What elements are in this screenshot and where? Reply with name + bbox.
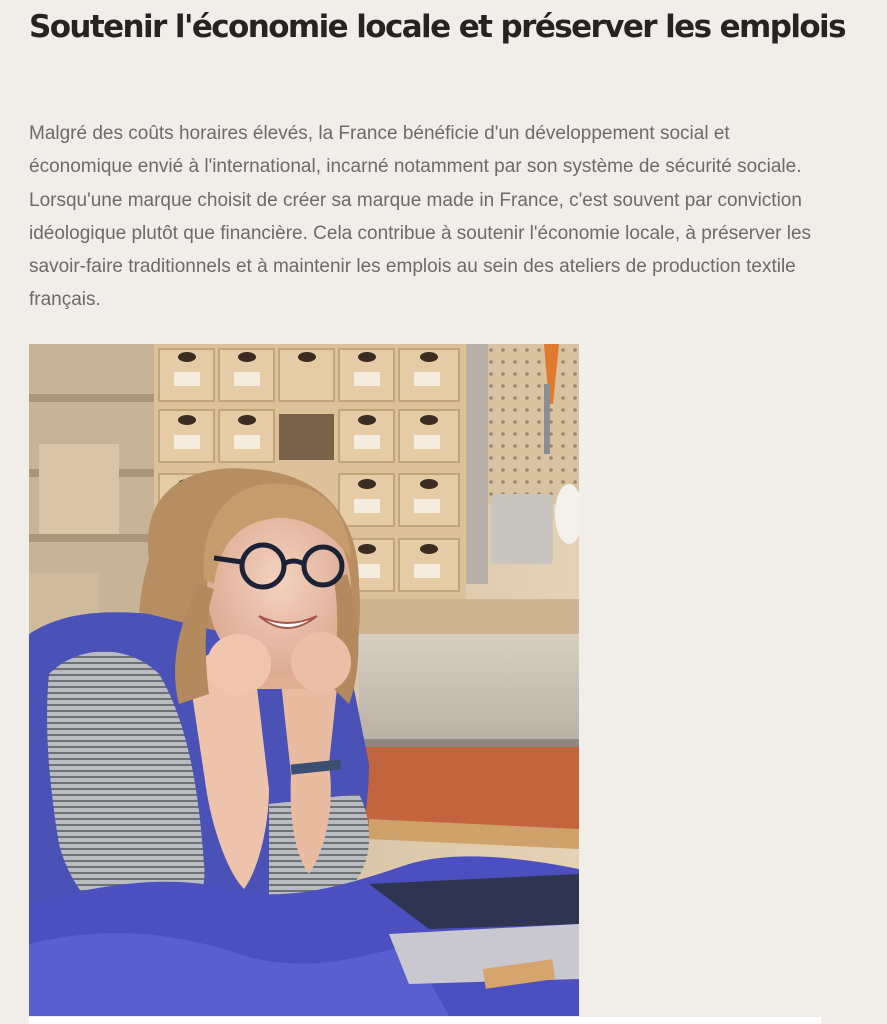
image-caption-bar [29, 1017, 821, 1024]
section-title: Soutenir l'économie locale et préserver les emplois [29, 9, 845, 45]
section-paragraph: Malgré des coûts horaires élevés, la France bénéficie d'un développement social et économique envié à l'international, incarné notamment par son système de sécurité sociale. Lorsqu'une marque choisit de créer sa marque made in France, c'est souvent par conviction idéologique plutôt que financière. Cela contribue à soutenir l'économie locale, à préserver les savoir-faire traditionnels et à maintenir les emplois au sein des ateliers de production textile français. [29, 123, 812, 311]
workshop-photo-illustration [29, 344, 579, 1016]
workshop-photo [29, 344, 579, 1016]
